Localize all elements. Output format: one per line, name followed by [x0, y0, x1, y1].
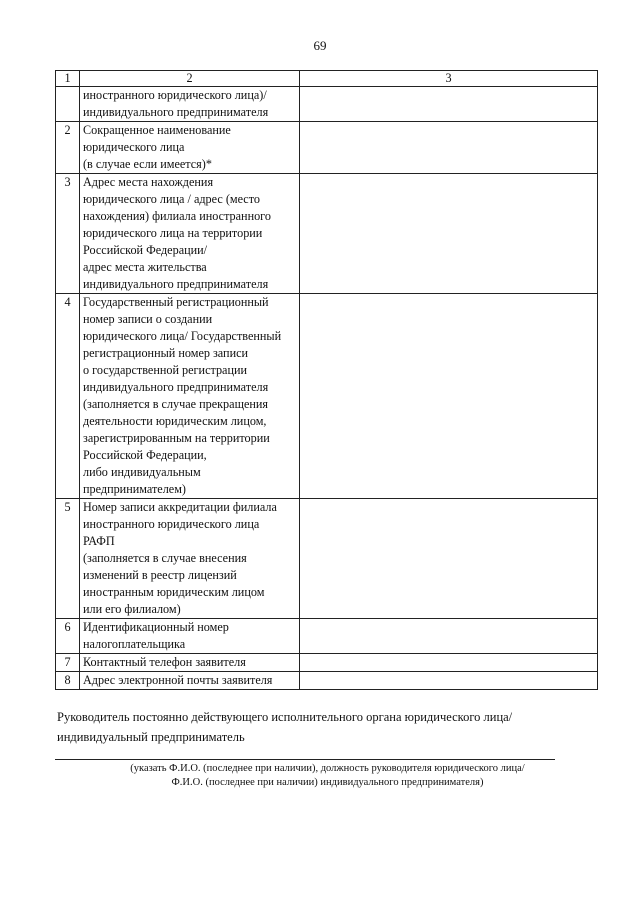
row-number: 5 — [56, 499, 80, 619]
page-number: 69 — [313, 38, 327, 53]
row-label: Номер записи аккредитации филиала иностранного юридического лица РАФП (заполняется в случае внесения изменений в реестр лицензий иностранным юридическим лицом или его филиалом) — [80, 499, 300, 619]
table-row — [56, 87, 598, 122]
row-value-field[interactable] — [300, 294, 598, 499]
row-label: иностранного юридического лица)/ индивидуального предпринимателя — [80, 87, 300, 122]
header-col-2: 2 — [80, 71, 300, 87]
row-value-field[interactable] — [300, 654, 598, 672]
row-value-field[interactable] — [300, 174, 598, 294]
row-value-field[interactable] — [300, 672, 598, 690]
table-row — [56, 294, 598, 499]
row-number — [56, 87, 80, 122]
table-row — [56, 122, 598, 174]
table-row — [56, 174, 598, 294]
table-row — [56, 499, 598, 619]
row-value-field[interactable] — [300, 87, 598, 122]
row-label: Сокращенное наименование юридического лица (в случае если имеется)* — [80, 122, 300, 174]
row-value-field[interactable] — [300, 499, 598, 619]
row-label: Адрес электронной почты заявителя — [80, 672, 300, 690]
row-label: Государственный регистрационный номер записи о создании юридического лица/ Государственный регистрационный номер записи о государственной регистрации индивидуального предпринимателя (заполняется в случае прекращения деятельности юридическим лицом, зарегистрированным на территории Российской Федерации, либо индивидуальным предпринимателем) — [80, 294, 300, 499]
signature-line[interactable] — [55, 759, 555, 760]
row-number: 3 — [56, 174, 80, 294]
row-number: 2 — [56, 122, 80, 174]
header-col-1: 1 — [56, 71, 80, 87]
header-col-3: 3 — [300, 71, 598, 87]
table-header-row — [56, 71, 598, 87]
row-label: Адрес места нахождения юридического лица / адрес (место нахождения) филиала иностранного юридического лица на территории Российской Федерации/ адрес места жительства индивидуального предпринимателя — [80, 174, 300, 294]
row-value-field[interactable] — [300, 619, 598, 654]
application-table — [55, 70, 598, 690]
row-label: Идентификационный номер налогоплательщика — [80, 619, 300, 654]
table-row — [56, 654, 598, 672]
signature-hint: (указать Ф.И.О. (последнее при наличии), должность руководителя юридического лица/ Ф.И.О. (последнее при наличии) индивидуального предпринимателя) — [130, 763, 525, 788]
row-number: 8 — [56, 672, 80, 690]
row-number: 7 — [56, 654, 80, 672]
row-label: Контактный телефон заявителя — [80, 654, 300, 672]
signature-title: Руководитель постоянно действующего исполнительного органа юридического лица/ индивидуальный предприниматель — [57, 710, 513, 744]
row-value-field[interactable] — [300, 122, 598, 174]
table-row — [56, 672, 598, 690]
row-number: 6 — [56, 619, 80, 654]
row-number: 4 — [56, 294, 80, 499]
table-row — [56, 619, 598, 654]
